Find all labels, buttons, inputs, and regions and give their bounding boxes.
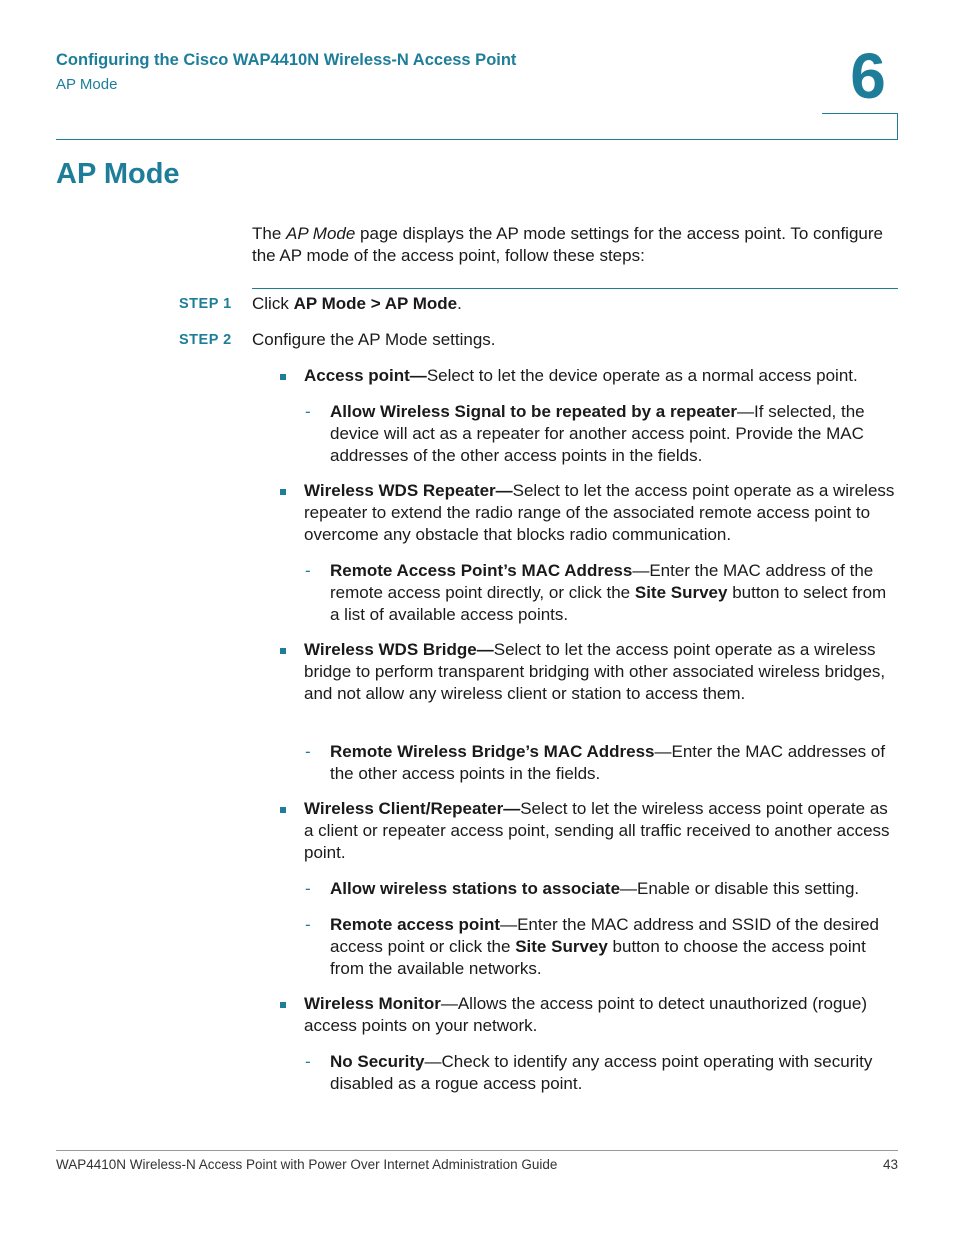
subitem-text: —Check to identify any access point operating with security disabled as a rogue access point. <box>330 1052 873 1093</box>
subitem-allow-stations <box>330 878 898 900</box>
header-subtitle: AP Mode <box>56 76 118 93</box>
subitem-bold: Allow Wireless Signal to be repeated by a repeater <box>330 402 738 421</box>
chapter-number: 6 <box>850 40 886 112</box>
subitem-text: —Enter the MAC addresses of the other access points in the fields. <box>330 742 886 783</box>
dash-marker: - <box>305 561 311 580</box>
footer-rule <box>56 1150 898 1151</box>
subitem-text2: button to choose the access point from the available networks. <box>330 937 866 978</box>
bullet-marker <box>280 489 286 495</box>
subitem-text: —Enter the MAC address of the remote access point directly, or click the <box>330 561 874 602</box>
bullet-text: Select to let the access point operate as a wireless repeater to extend the radio range of the associated remote access point to overcome any obstacle that blocks radio communication. <box>304 481 895 544</box>
bullet-access-point <box>304 365 898 387</box>
bullet-wireless-monitor <box>304 993 898 1037</box>
subitem-bold: Remote Wireless Bridge’s MAC Address <box>330 742 655 761</box>
subitem-bold: No Security <box>330 1052 425 1071</box>
step-1-bold: AP Mode > AP Mode <box>293 294 458 313</box>
subitem-text: —Enable or disable this setting. <box>620 879 860 898</box>
dash-marker: - <box>305 1052 311 1071</box>
dash-marker: - <box>305 915 311 934</box>
bullet-bold: Wireless WDS Bridge— <box>304 640 494 659</box>
bullet-text: Select to let the access point operate as a wireless bridge to perform transparent bridging with other associated wireless bridges, and not allow any wireless client or station to access them. <box>304 640 886 703</box>
intro-pre: The <box>252 224 287 243</box>
subitem-bold: Remote Access Point’s MAC Address <box>330 561 633 580</box>
subitem-bold2: Site Survey <box>634 583 728 602</box>
footer-page-number: 43 <box>882 1157 898 1172</box>
header-rule <box>56 139 898 140</box>
step-1-label: STEP 1 <box>179 296 232 312</box>
subitem-no-security <box>330 1051 898 1095</box>
intro-paragraph <box>252 223 892 267</box>
bullet-text: Select to let the device operate as a normal access point. <box>426 366 858 385</box>
step-2-label: STEP 2 <box>179 332 232 348</box>
bullet-wds-bridge <box>304 639 898 705</box>
bullet-bold: Access point— <box>304 366 427 385</box>
bullet-wds-repeater <box>304 480 898 546</box>
bullet-text: Select to let the wireless access point operate as a client or repeater access point, sending all traffic received to another access point. <box>304 799 890 862</box>
subitem-allow-repeat <box>330 401 898 467</box>
header-title: Configuring the Cisco WAP4410N Wireless-N Access Point <box>56 51 517 69</box>
step-1-text <box>252 293 462 315</box>
bullet-client-repeater <box>304 798 898 864</box>
bullet-bold: Wireless Client/Repeater— <box>304 799 521 818</box>
dash-marker: - <box>305 879 311 898</box>
subitem-remote-access-point <box>330 914 898 980</box>
bullet-marker <box>280 807 286 813</box>
subitem-text2: button to select from a list of available access points. <box>330 583 887 624</box>
subitem-text: —If selected, the device will act as a repeater for another access point. Provide the MAC addresses of the other access points in the fields. <box>330 402 865 465</box>
step-2-text: Configure the AP Mode settings. <box>252 330 496 349</box>
dash-marker: - <box>305 402 311 421</box>
footer-guide-title: WAP4410N Wireless-N Access Point with Power Over Internet Administration Guide <box>56 1157 558 1172</box>
subitem-remote-ap-mac <box>330 560 898 626</box>
bullet-marker <box>280 1002 286 1008</box>
intro-rule <box>252 288 898 289</box>
intro-em: AP Mode <box>286 224 356 243</box>
step-1-post: . <box>457 294 462 313</box>
subitem-bold: Remote access point <box>330 915 501 934</box>
page-title: AP Mode <box>56 158 180 190</box>
subitem-remote-bridge-mac <box>330 741 898 785</box>
bullet-bold: Wireless WDS Repeater— <box>304 481 513 500</box>
bullet-marker <box>280 648 286 654</box>
chapter-box <box>822 113 898 140</box>
step-1-pre: Click <box>252 294 294 313</box>
bullet-text: —Allows the access point to detect unauthorized (rogue) access points on your network. <box>304 994 868 1035</box>
subitem-bold2: Site Survey <box>515 937 608 956</box>
subitem-text: —Enter the MAC address and SSID of the desired access point or click the <box>330 915 879 956</box>
dash-marker: - <box>305 742 311 761</box>
intro-post: page displays the AP mode settings for the access point. To configure the AP mode of the access point, follow these steps: <box>252 224 883 265</box>
bullet-bold: Wireless Monitor <box>304 994 441 1013</box>
bullet-marker <box>280 374 286 380</box>
subitem-bold: Allow wireless stations to associate <box>330 879 621 898</box>
